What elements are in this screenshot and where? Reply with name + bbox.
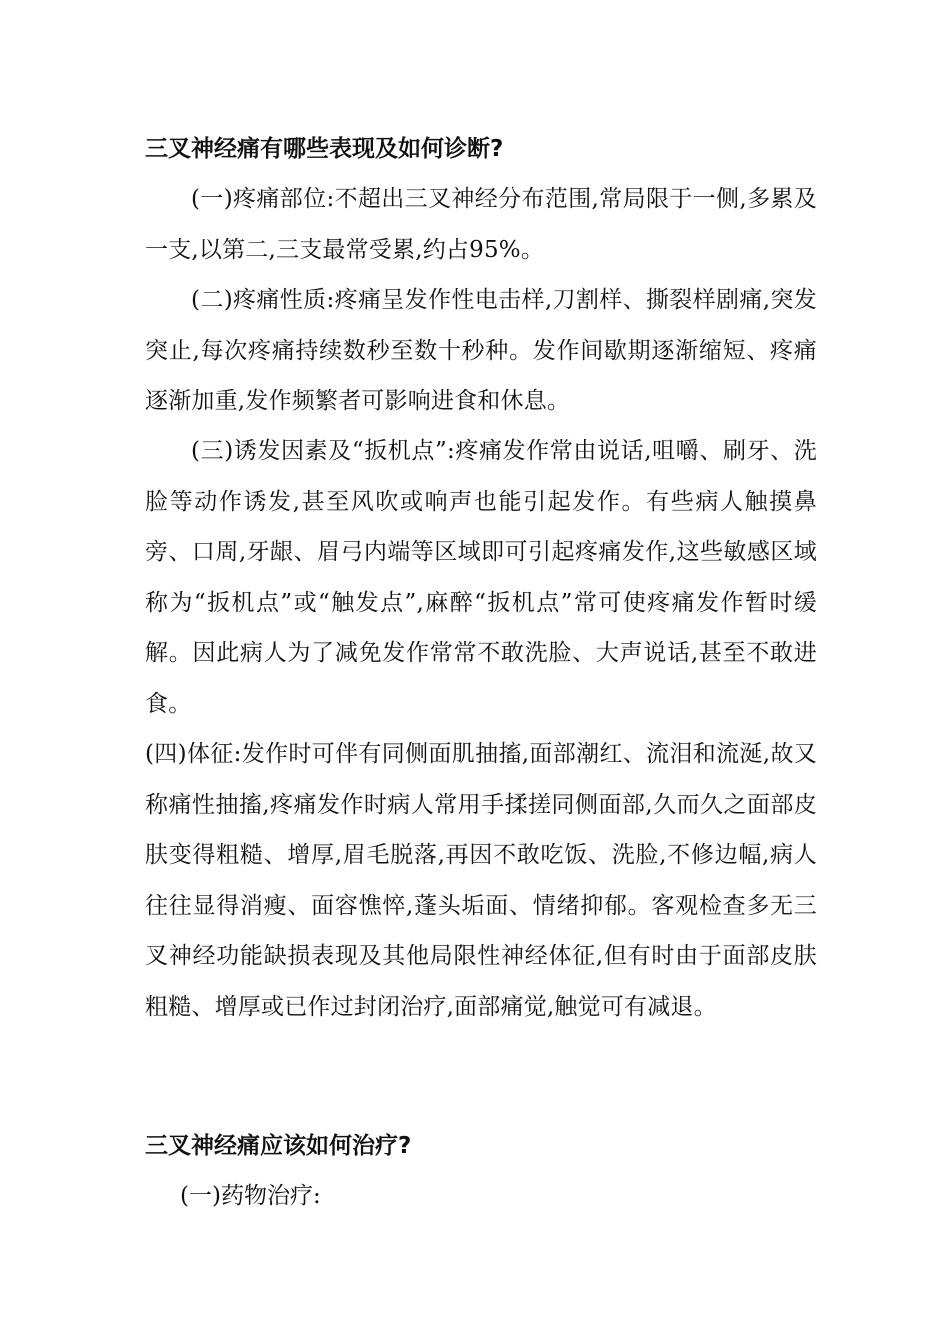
section-heading-treatment: 三叉神经痛应该如何治疗? (145, 1133, 412, 1159)
paragraph-pain-nature: (二)疼痛性质:疼痛呈发作性电击样,刀割样、撕裂样剧痛,突发突止,每次疼痛持续数秒至数十秒种。发作间歇期逐渐缩短、疼痛逐渐加重,发作频繁者可影响进食和休息。 (145, 287, 817, 414)
paragraph-signs: (四)体征:发作时可伴有同侧面肌抽搐,面部潮红、流泪和流涎,故又称痛性抽搐,疼痛发作时病人常用手揉搓同侧面部,久而久之面部皮肤变得粗糙、增厚,眉毛脱落,再因不敢吃饭、洗脸,不修边幅,病人往往显得消瘦、面容憔悴,蓬头垢面、情绪抑郁。客观检查多无三叉神经功能缺损表现及其他局限性神经体征,但有时由于面部皮肤粗糙、增厚或已作过封闭治疗,面部痛觉,触觉可有减退。 (145, 741, 817, 1020)
paragraph-pain-location: (一)疼痛部位:不超出三叉神经分布范围,常局限于一侧,多累及一支,以第二,三支最常受累,约占95%。 (145, 186, 817, 263)
subheading-drug-treatment: (一)药物治疗: (180, 1183, 321, 1209)
paragraph-trigger-factors: (三)诱发因素及“扳机点”:疼痛发作常由说话,咀嚼、刷牙、洗脸等动作诱发,甚至风吹或响声也能引起发作。有些病人触摸鼻旁、口周,牙龈、眉弓内端等区域即可引起疼痛发作,这些敏感区域称为“扳机点”或“触发点”,麻醉“扳机点”常可使疼痛发作暂时缓解。因此病人为了减免发作常常不敢洗脸、大声说话,甚至不敢进食。 (145, 438, 817, 717)
section-heading-diagnosis: 三叉神经痛有哪些表现及如何诊断? (145, 136, 504, 162)
